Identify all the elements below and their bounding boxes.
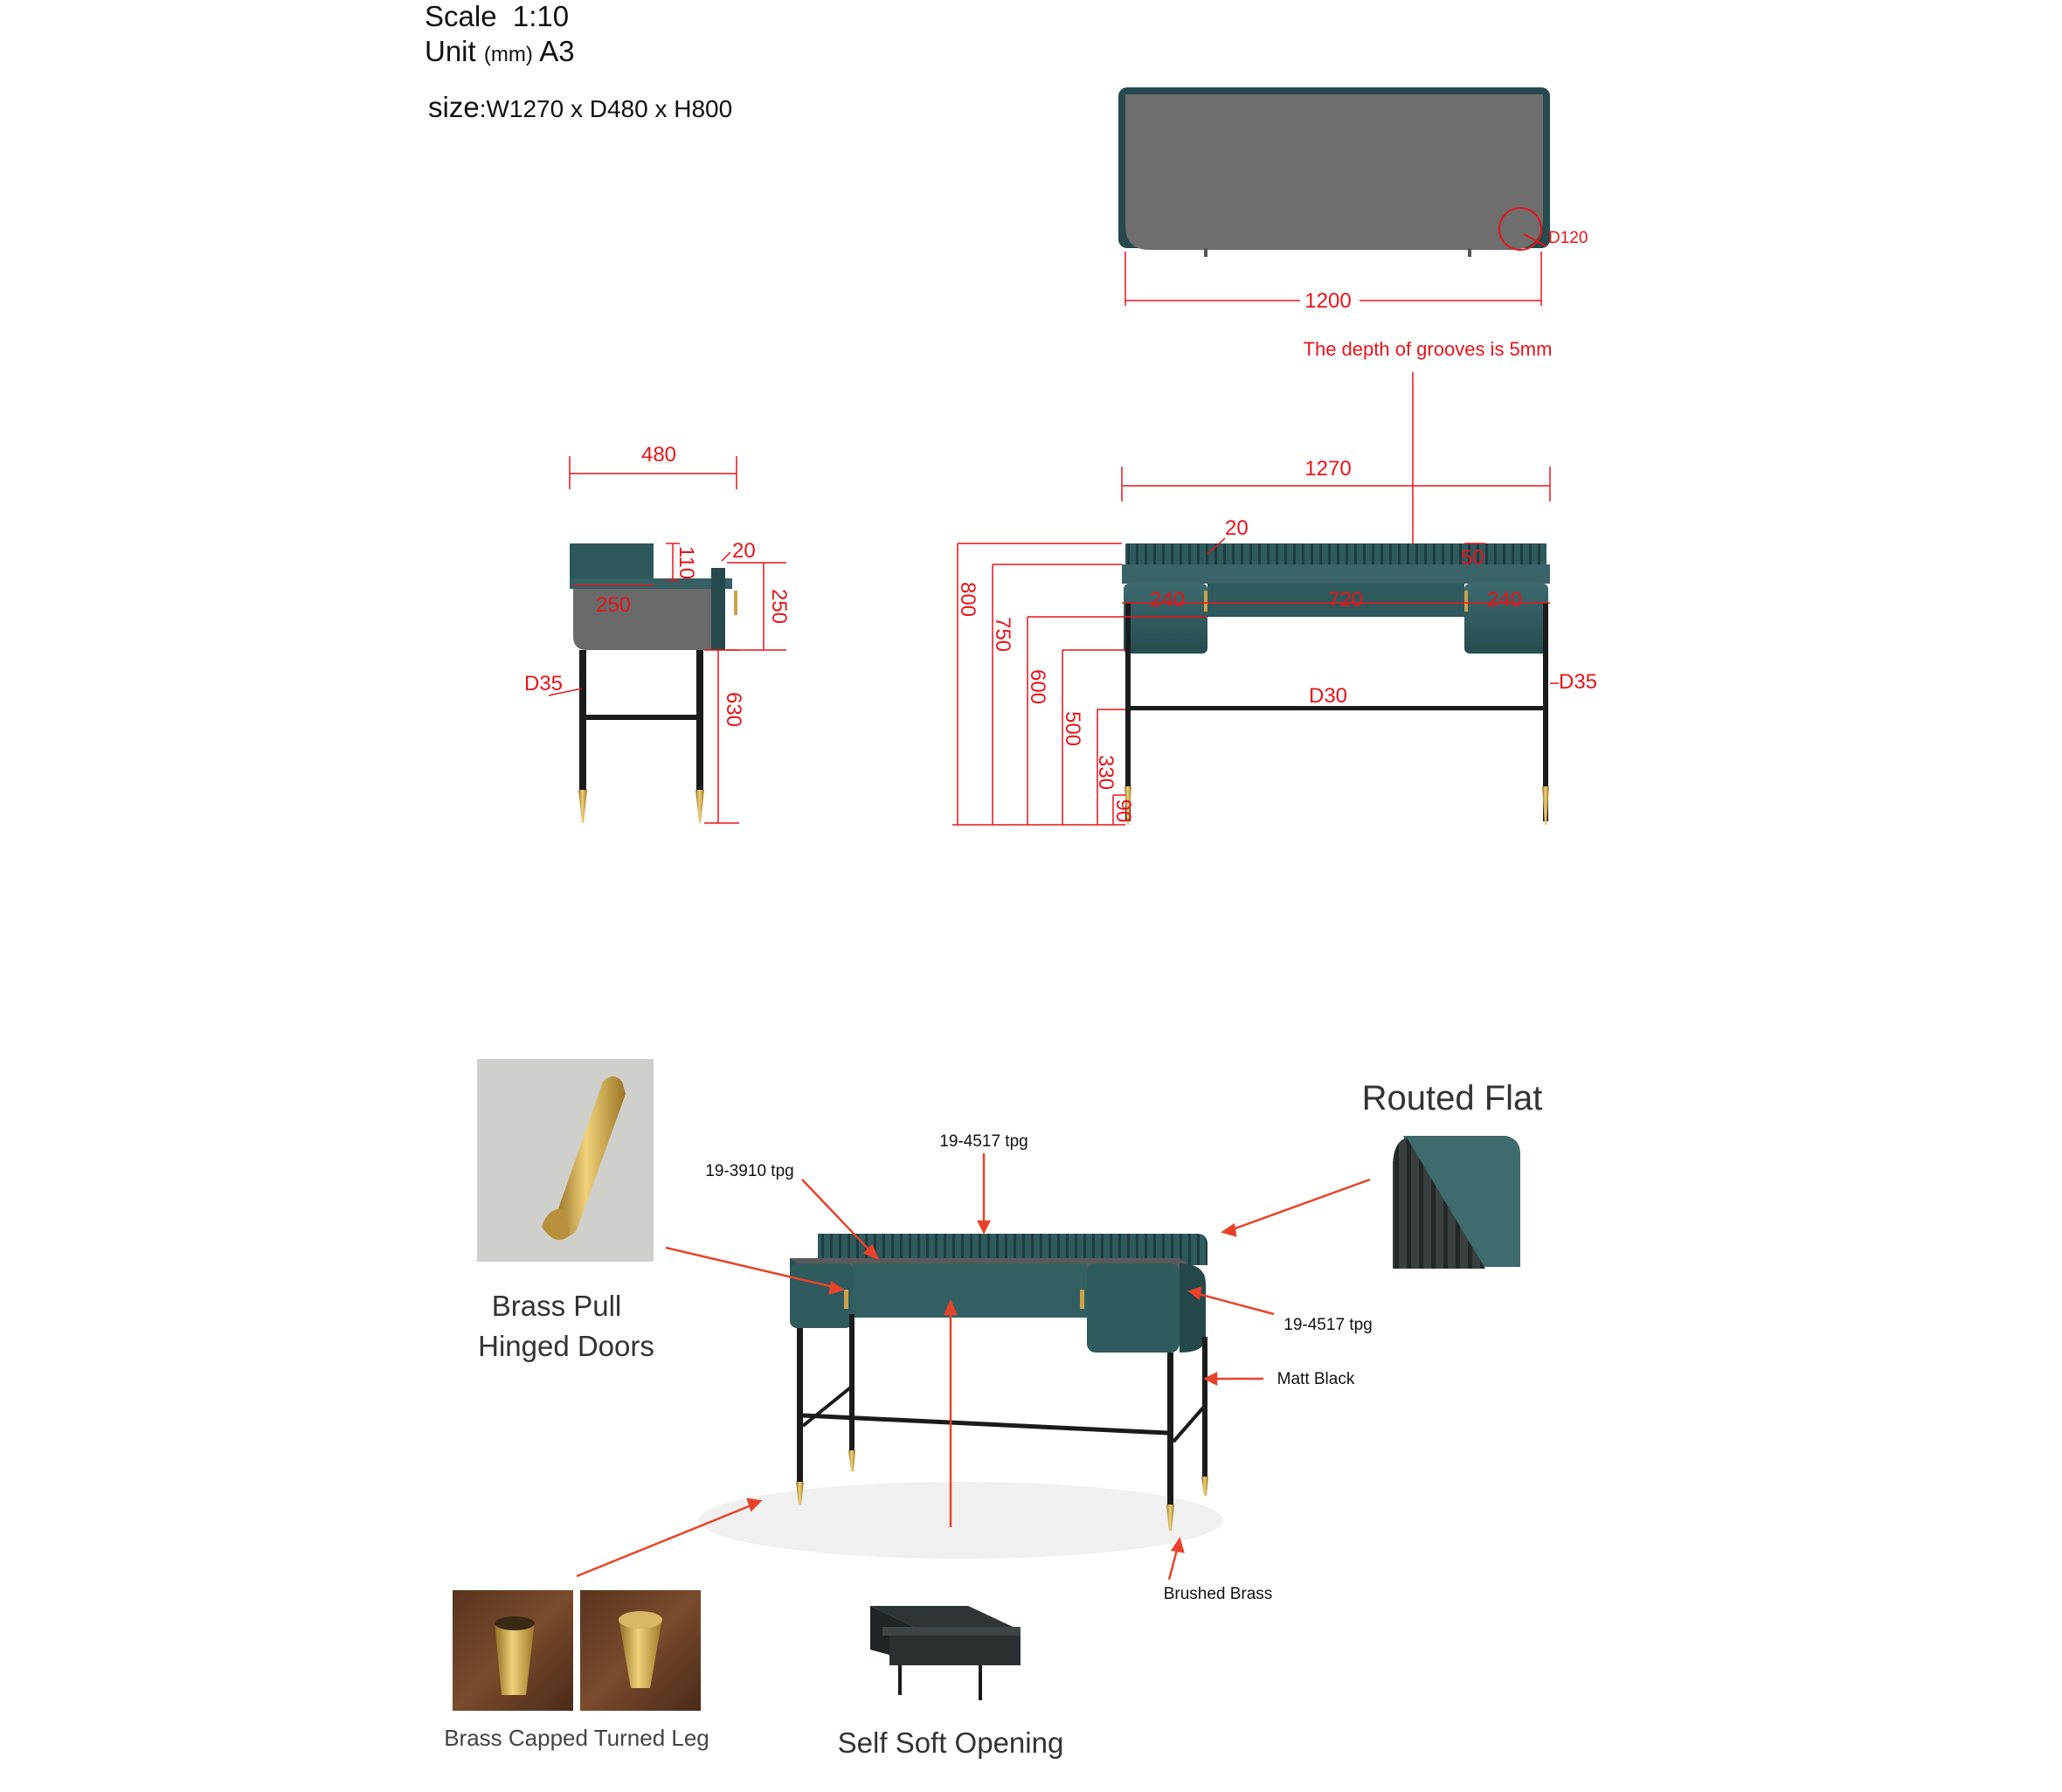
groove-note: The depth of grooves is 5mm [1303,338,1553,360]
desk-right-drawer [1087,1263,1180,1353]
leg-ferrule-2-top [619,1611,662,1629]
size-value: :W1270 x D480 x H800 [479,95,733,122]
front-stretcher-label: D30 [1308,684,1348,708]
unit-label: Unit [425,35,476,67]
front-leg-label: D35 [1559,670,1598,694]
side-top-edge [570,578,732,589]
front-back-height: 50 [1461,546,1484,570]
desk-stretcher-front [803,1415,1167,1433]
side-stretcher [586,715,696,720]
scale-label: Scale [425,0,497,32]
height-800: 800 [956,581,979,618]
callout-top-panel: 19-3910 tpg [705,1162,794,1180]
side-drawer-height: 250 [767,588,791,625]
desk-center-drawer [853,1263,1087,1318]
callout-side-panel: 19-4517 tpg [1284,1316,1373,1334]
routed-flat-caption: Routed Flat [1361,1079,1543,1117]
desk-leg-back-left [849,1314,855,1454]
top-view [1118,87,1588,552]
side-leg-label: D35 [524,672,564,695]
top-view-surface [1125,94,1543,250]
side-pull [734,591,737,615]
desk-pull-right [1080,1290,1084,1309]
desk-stretcher-left [803,1386,853,1426]
width-label-1200: 1200 [1304,289,1352,313]
arrow-routed [1230,1180,1370,1230]
arrow-back-panel-head [979,1221,989,1232]
side-back-thickness: 20 [732,539,756,563]
side-depth-label: 480 [640,443,677,467]
desk-shadow [699,1482,1223,1559]
unit-paren: (mm) [483,43,533,66]
scale-value: 1:10 [512,0,570,32]
hinged-doors-caption: Hinged Doors [478,1330,654,1362]
side-ferrule-left [578,790,587,823]
desk-left-drawer [790,1263,853,1328]
routed-flat-photo [1393,1136,1520,1269]
front-pull-left [1204,591,1207,612]
arrow-leg [577,1505,753,1576]
top-view-leg-mark-left [1204,248,1207,257]
callout-back-panel: 19-4517 tpg [939,1132,1028,1151]
callout-ferrule: Brushed Brass [1163,1585,1273,1603]
drawer-photo [868,1564,1026,1704]
brass-pull-caption: Brass Pull [491,1290,622,1322]
front-right-drawer: 240 [1486,588,1523,612]
side-thickness-leader [722,552,730,561]
side-leg-height: 630 [722,691,745,728]
front-top [1122,564,1550,584]
side-view [524,443,791,823]
desk-leg-front-right [1167,1353,1173,1508]
top-view-leg-mark-right [1468,248,1471,257]
front-left-drawer: 240 [1149,588,1186,612]
desk-render [699,1234,1223,1559]
desk-ferrule-2 [848,1450,855,1471]
radius-label: D120 [1548,229,1588,247]
side-leg-right [696,650,703,790]
arrow-routed-head [1223,1225,1235,1235]
desk-leg-front-left [797,1328,803,1485]
side-ferrule-right [695,790,704,823]
brass-pull-photo [477,1059,654,1262]
height-600: 600 [1026,668,1049,705]
height-90: 90 [1111,799,1135,823]
desk-stretcher-right [1173,1407,1204,1442]
leg-ferrule-1-top [495,1616,535,1630]
size-label: size [428,91,480,123]
front-center-drawer: 720 [1327,588,1364,612]
leg-photos [453,1590,701,1711]
drawer-lip [882,1627,1021,1636]
arrow-side-panel [1195,1293,1274,1314]
side-drawer-depth: 250 [595,593,632,617]
side-backrest-height: 110 [675,545,698,580]
desk-right-side [1180,1263,1206,1353]
desk-pull-left [844,1290,848,1309]
front-rail-label: 20 [1225,516,1249,540]
leg-caption: Brass Capped Turned Leg [444,1725,709,1751]
height-330: 330 [1094,754,1117,791]
desk-ferrule-4 [1201,1477,1208,1496]
unit-value: A3 [539,35,575,67]
drawer-front [889,1634,1021,1665]
front-width-label: 1270 [1304,457,1352,481]
side-backrest [570,543,654,582]
height-750: 750 [991,616,1014,653]
front-pull-right [1464,591,1468,612]
drawer-leg-1 [898,1665,902,1695]
side-leg-left [579,650,586,790]
callout-frame: Matt Black [1277,1370,1355,1388]
height-500: 500 [1061,710,1084,747]
side-drawer-front [711,568,725,650]
drawer-caption: Self Soft Opening [837,1726,1064,1759]
front-view [952,457,1597,825]
drawer-leg-2 [979,1665,982,1700]
